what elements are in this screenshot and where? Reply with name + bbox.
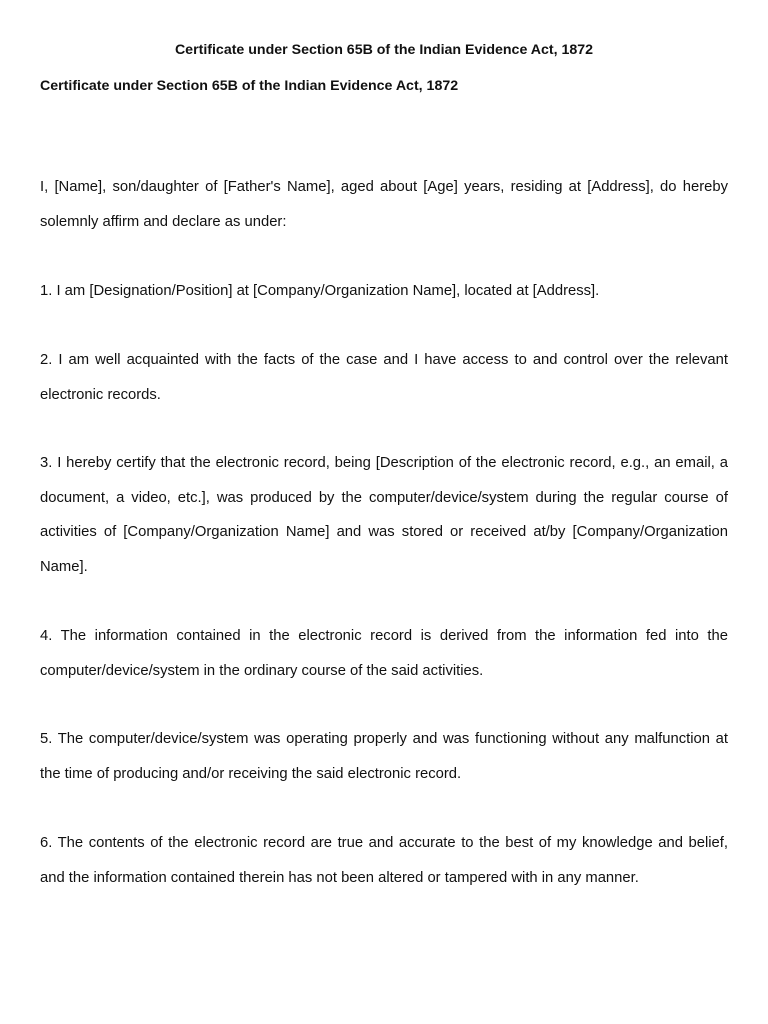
document-subtitle: Certificate under Section 65B of the Indian Evidence Act, 1872	[40, 78, 459, 94]
paragraph-3: 3. I hereby certify that the electronic record, being [Description of the electronic record, e.g., an email, a document, a video, etc.], was produced by the computer/device/system during the regular course of activities of [Company/Organization Name] and was stored or received at/by [Company/Organization Name].	[40, 455, 728, 576]
document-title: Certificate under Section 65B of the Indian Evidence Act, 1872	[174, 42, 594, 58]
paragraph-4: 4. The information contained in the electronic record is derived from the information fed into the computer/device/system in the ordinary course of the said activities.	[40, 628, 728, 679]
paragraph-1: 1. I am [Designation/Position] at [Company/Organization Name], located at [Address].	[40, 283, 600, 299]
paragraph-6: 6. The contents of the electronic record are true and accurate to the best of my knowledge and belief, and the information contained therein has not been altered or tampered with in any manner.	[40, 835, 728, 886]
intro-paragraph: I, [Name], son/daughter of [Father's Name], aged about [Age] years, residing at [Address], do hereby solemnly affirm and declare as under:	[40, 179, 728, 230]
paragraph-2: 2. I am well acquainted with the facts of the case and I have access to and control over the relevant electronic records.	[40, 352, 728, 403]
paragraph-5: 5. The computer/device/system was operating properly and was functioning without any malfunction at the time of producing and/or receiving the said electronic record.	[40, 731, 728, 782]
